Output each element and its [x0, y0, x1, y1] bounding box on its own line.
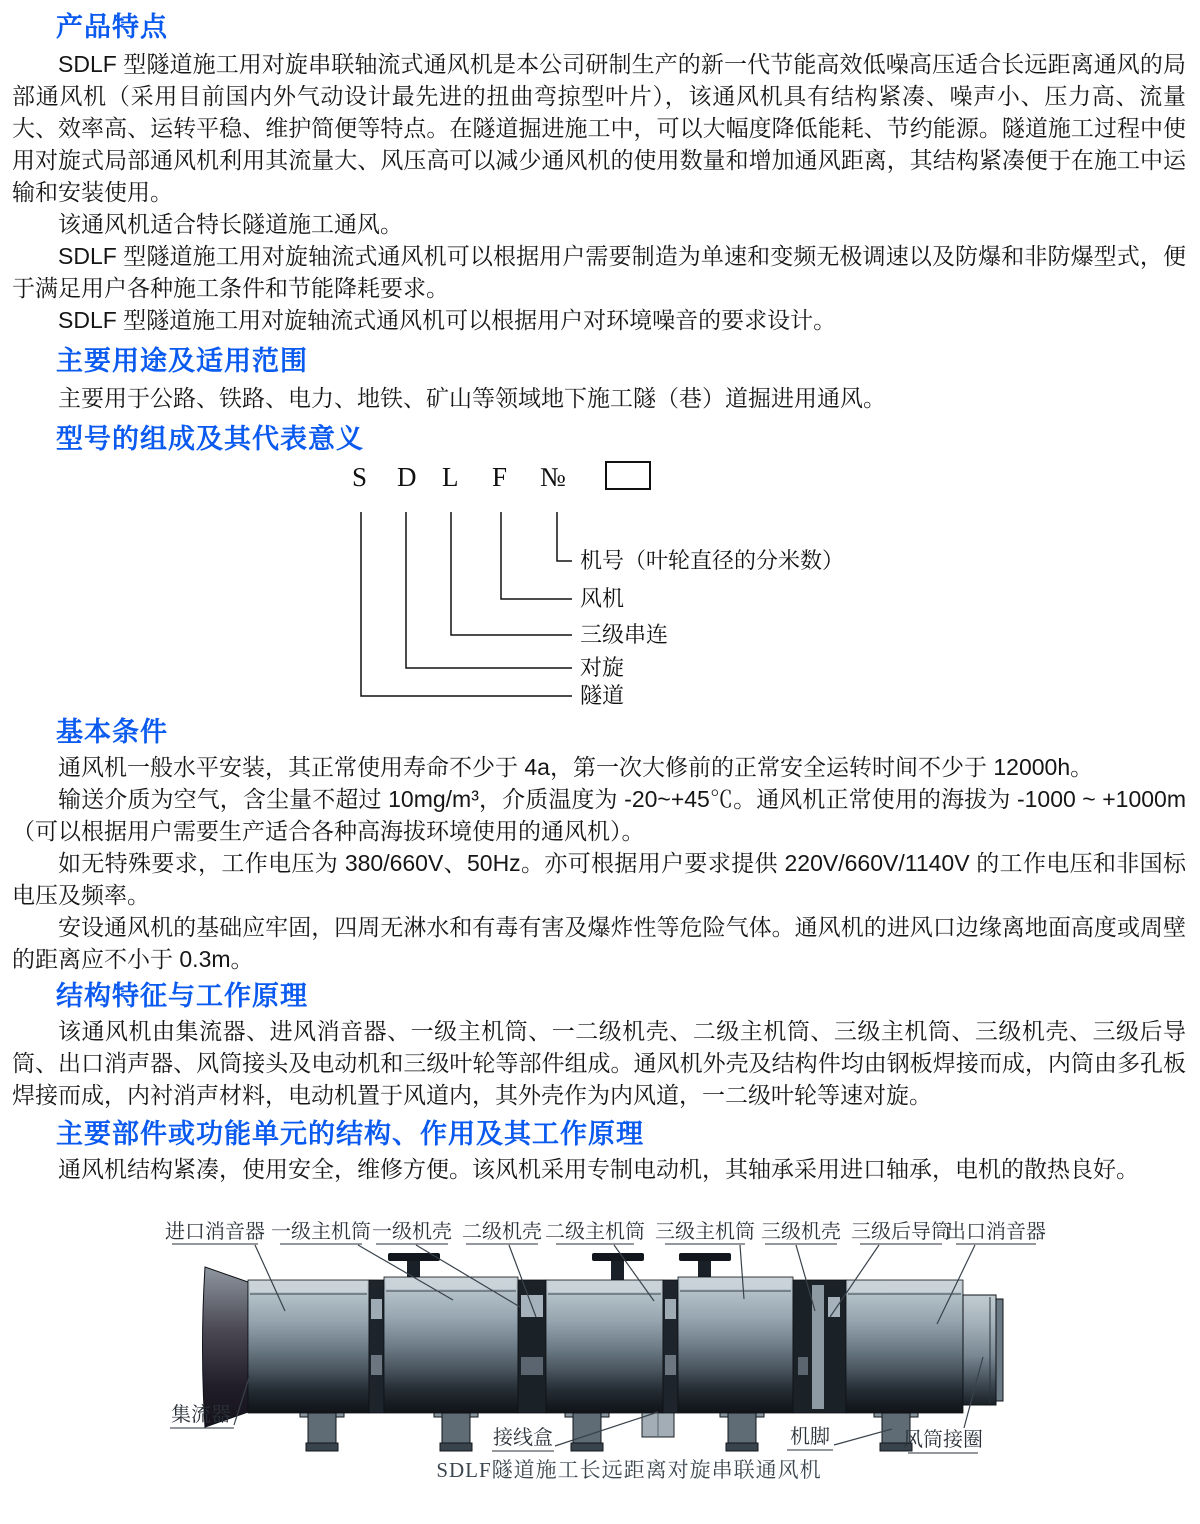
paragraph-product-features-4: SDLF 型隧道施工用对旋轴流式通风机可以根据用户对环境噪音的要求设计。 [58, 307, 837, 333]
segment-outlet-silencer [846, 1280, 963, 1413]
section-heading-model-composition: 型号的组成及其代表意义 [56, 424, 364, 454]
fan-label-stage1-cylinder: 一级主机筒 [271, 1221, 371, 1243]
fan-diagram-caption: SDLF隧道施工长远距离对旋串联通风机 [436, 1458, 822, 1482]
fan-label-stage3-cylinder: 三级主机筒 [655, 1221, 755, 1243]
model-label-fan: 风机 [580, 586, 625, 611]
model-label-contra-rotating: 对旋 [580, 655, 625, 680]
leader-line-f [501, 512, 572, 599]
segment-stage2-cylinder [546, 1280, 663, 1413]
model-letter-f: F [492, 462, 508, 492]
fan-label-stage1-casing: 一级机壳 [372, 1221, 452, 1243]
fan-label-outlet-silencer: 出口消音器 [946, 1221, 1046, 1243]
paragraph-basic-conditions-2: 输送介质为空气，含尘量不超过 10mg/m³，介质温度为 -20~+45℃。通风机正常使用的海拔为 -1000 ~ +1000m（可以根据用户需要生产适合各种高海拔环境使用的通风机）。 [12, 786, 1186, 844]
segment-stage3-cylinder [678, 1277, 793, 1413]
model-letter-no: № [540, 462, 566, 492]
section-heading-product-features: 产品特点 [56, 12, 168, 42]
paragraph-product-features-2: 该通风机适合特长隧道施工通风。 [58, 211, 403, 237]
paragraph-product-features-3: SDLF 型隧道施工用对旋轴流式通风机可以根据用户需要制造为单速和变频无极调速以及防爆和非防爆型式，便于满足用户各种施工条件和节能降耗要求。 [12, 243, 1186, 301]
fan-label-junction-box: 接线盒 [493, 1427, 553, 1449]
fan-top-labels [165, 1220, 1046, 1243]
model-letter-d: D [397, 462, 417, 492]
fan-label-duct-ring: 风筒接圈 [903, 1429, 983, 1451]
fan-label-stage3-casing: 三级机壳 [761, 1221, 841, 1243]
section-heading-basic-conditions: 基本条件 [56, 717, 168, 747]
segment-stage1-cylinder [384, 1277, 518, 1413]
paragraph-basic-conditions-3: 如无特殊要求，工作电压为 380/660V、50Hz。亦可根据用户要求提供 220V/660V/1140V 的工作电压和非国标电压及频率。 [12, 850, 1186, 908]
model-letter-s: S [352, 462, 368, 492]
paragraph-basic-conditions-1: 通风机一般水平安装，其正常使用寿命不少于 4a，第一次大修前的正常安全运转时间不少于 12000h。 [58, 754, 1094, 780]
duct-connector-ring [963, 1295, 1003, 1405]
paragraph-main-uses: 主要用于公路、铁路、电力、地铁、矿山等领域地下施工隧（巷）道掘进用通风。 [58, 385, 886, 411]
paragraph-structure-principle: 该通风机由集流器、进风消音器、一级主机筒、一二级机壳、二级主机筒、三级主机筒、三级机壳、三级后导筒、出口消声器、风筒接头及电动机和三级叶轮等部件组成。通风机外壳及结构件均由钢板焊接而成，内筒由多孔板焊接而成，内衬消声材料，电动机置于风道内，其外壳作为内风道，一二级叶轮等速对旋。 [12, 1018, 1186, 1108]
model-diagram-lines [361, 512, 572, 696]
fan-label-stage2-casing: 二级机壳 [462, 1221, 542, 1243]
section-heading-main-components: 主要部件或功能单元的结构、作用及其工作原理 [56, 1119, 644, 1149]
model-label-three-stage-series: 三级串连 [580, 622, 669, 647]
fan-label-inlet-silencer: 进口消音器 [165, 1221, 265, 1243]
fan-label-machine-foot: 机脚 [790, 1426, 830, 1448]
model-letter-l: L [442, 462, 459, 492]
leader-line-l [451, 512, 572, 635]
fan-label-collector: 集流器 [171, 1404, 231, 1426]
fan-label-stage2-cylinder: 二级主机筒 [545, 1221, 645, 1243]
fan-body-segments [248, 1277, 963, 1413]
leader-line-d [406, 512, 572, 668]
model-label-tunnel: 隧道 [580, 683, 625, 708]
fan-illustration [12, 1207, 1186, 1524]
fan-illustration-svg [12, 1207, 1186, 1519]
model-number-box [606, 462, 650, 489]
section-heading-structure-principle: 结构特征与工作原理 [56, 981, 308, 1011]
model-code-diagram [12, 460, 1186, 715]
fan-label-stage3-guide: 三级后导筒 [851, 1221, 951, 1243]
model-label-fan-number: 机号（叶轮直径的分米数） [580, 548, 845, 573]
leader-line-no [557, 512, 572, 561]
section-heading-main-uses: 主要用途及适用范围 [56, 346, 308, 376]
segment-inlet-silencer [248, 1280, 369, 1413]
paragraph-main-components: 通风机结构紧凑，使用安全，维修方便。该风机采用专制电动机，其轴承采用进口轴承，电机的散热良好。 [58, 1156, 1139, 1182]
paragraph-product-features-1: SDLF 型隧道施工用对旋串联轴流式通风机是本公司研制生产的新一代节能高效低噪高压适合长远距离通风的局部通风机（采用目前国内外气动设计最先进的扭曲弯掠型叶片），该通风机具有结构紧凑、噪声小、压力高、流量大、效率高、运转平稳、维护简便等特点。在隧道掘进施工中，可以大幅度降低能耗、节约能源。隧道施工过程中使用对旋式局部通风机利用其流量大、风压高可以减少通风机的使用数量和增加通风距离，其结构紧凑便于在施工中运输和安装使用。 [12, 51, 1186, 205]
model-code-diagram-svg [12, 460, 1186, 710]
paragraph-basic-conditions-4: 安设通风机的基础应牢固，四周无淋水和有毒有害及爆炸性等危险气体。通风机的进风口边缘离地面高度或周壁的距离应不小于 0.3m。 [12, 914, 1186, 972]
